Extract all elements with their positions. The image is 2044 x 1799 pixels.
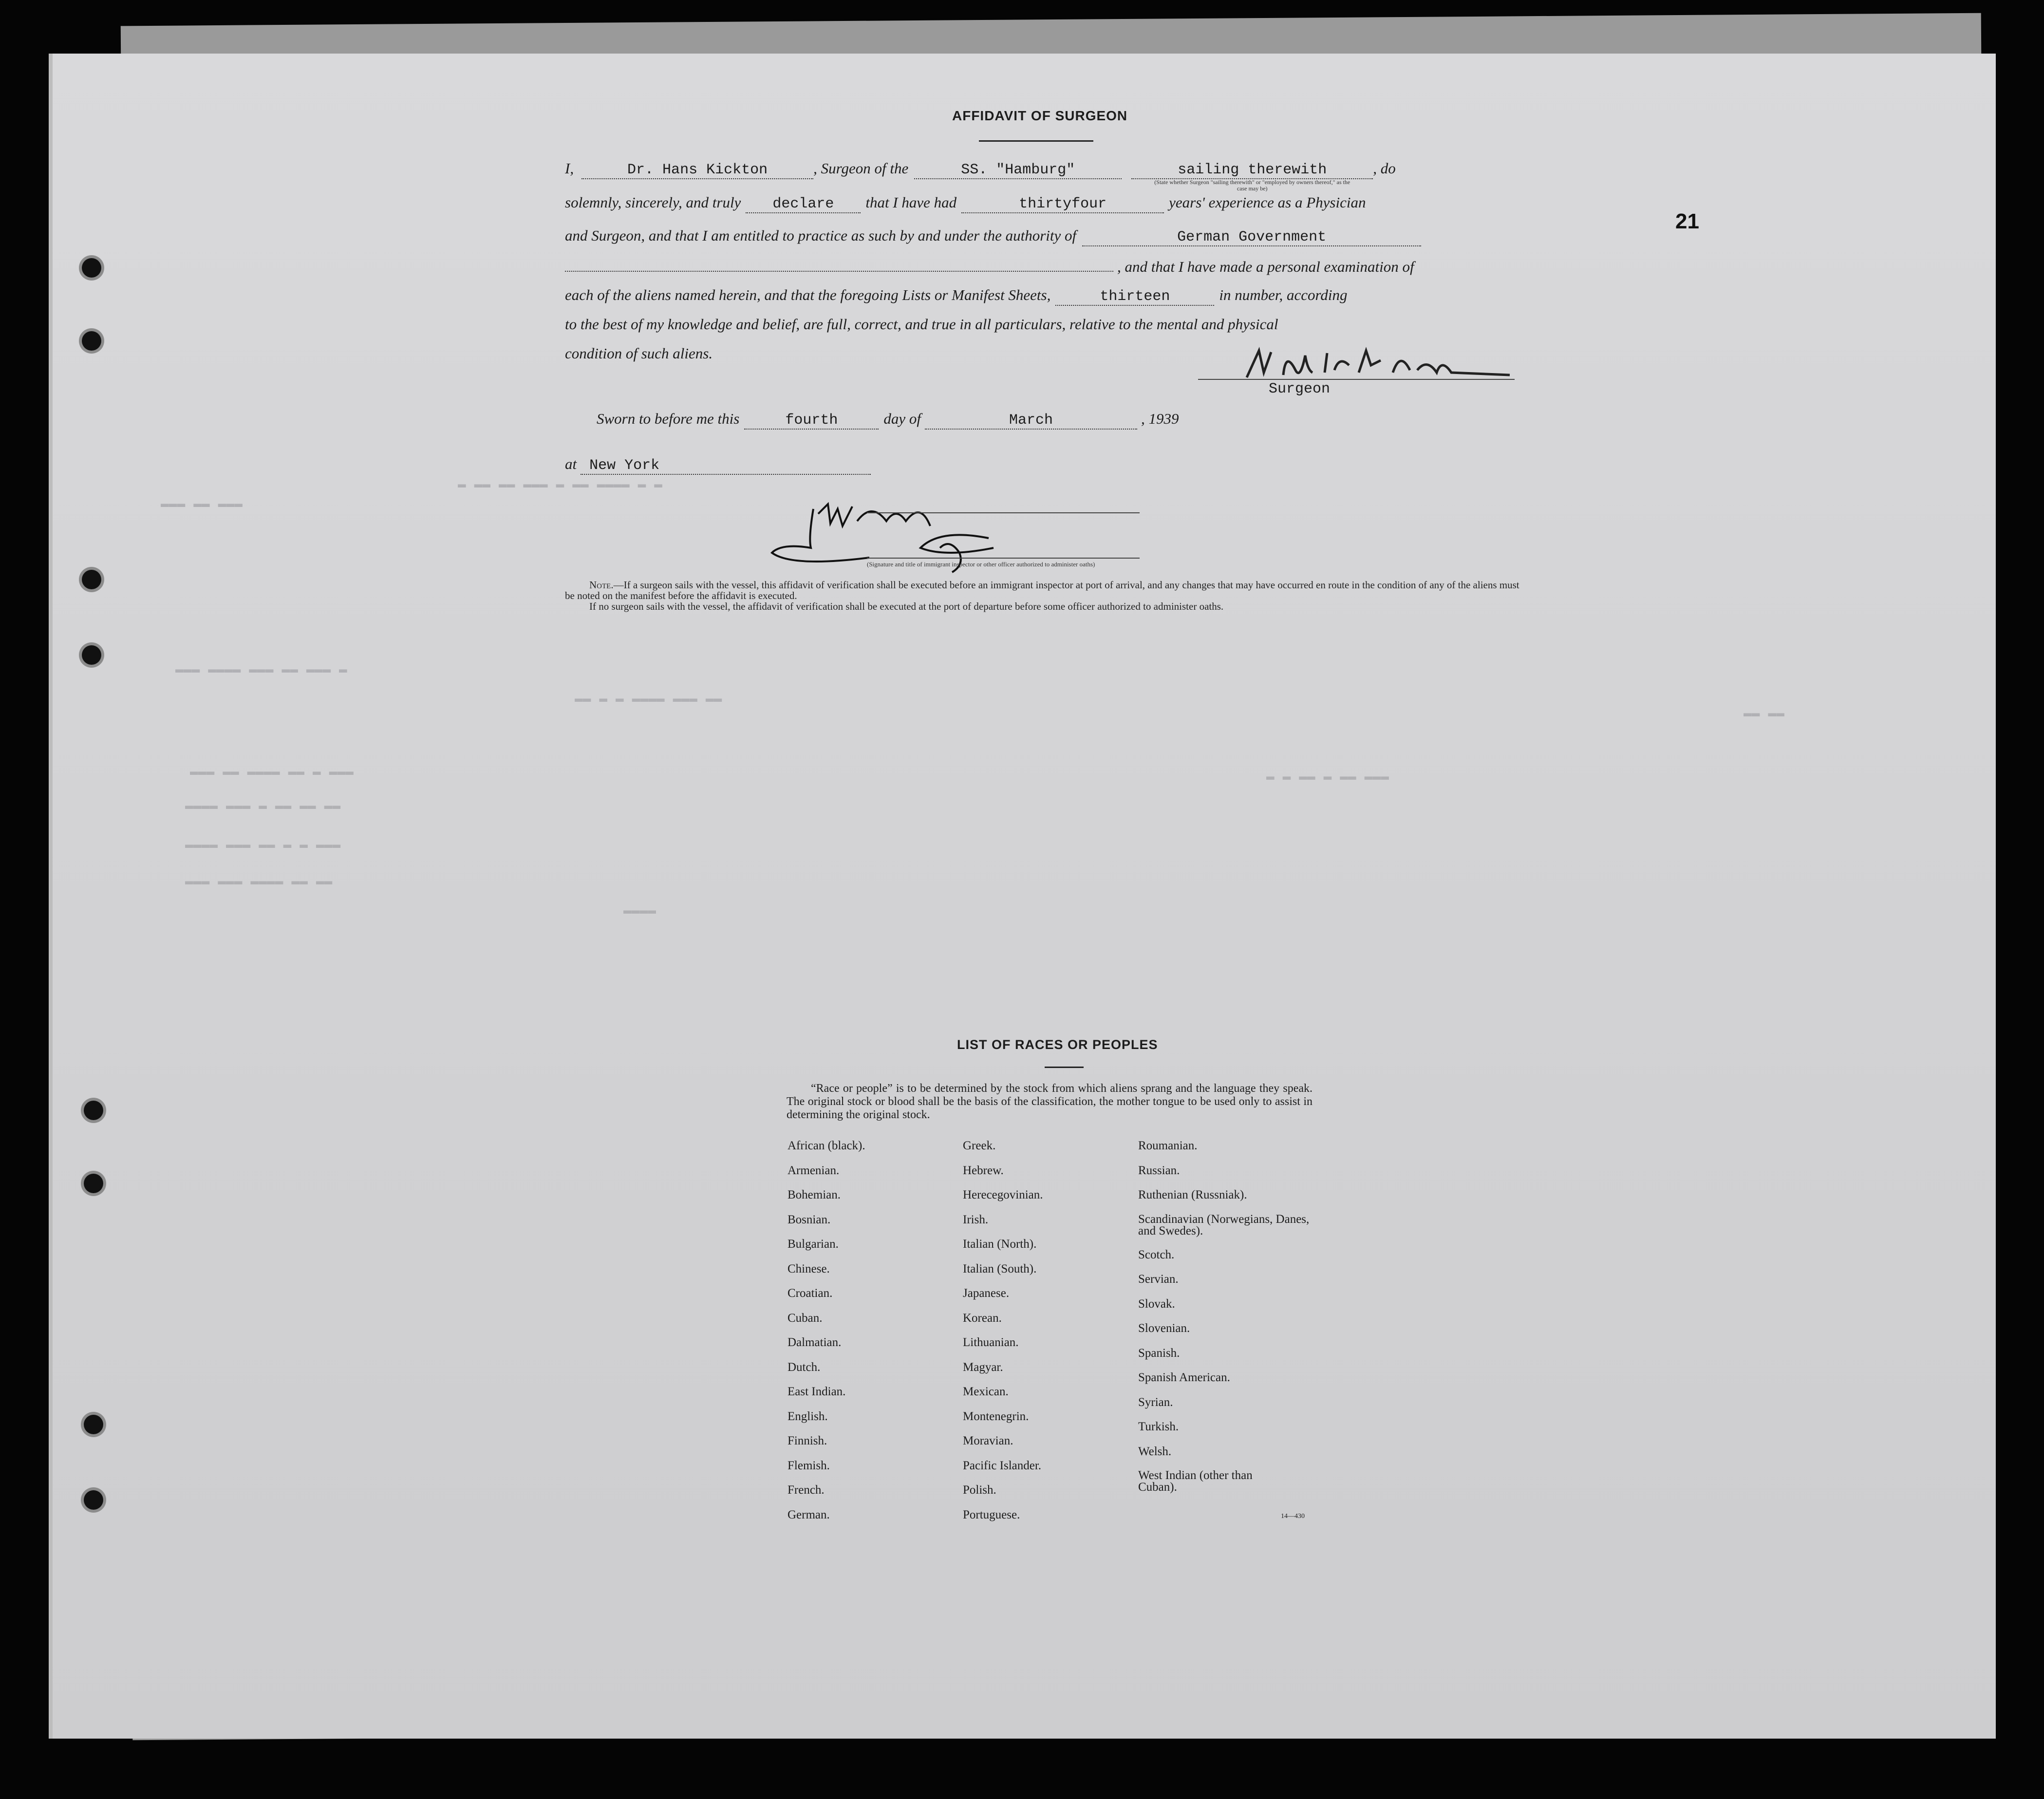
- race-item: Dalmatian.: [788, 1336, 842, 1349]
- race-item: Herecegovinian.: [963, 1188, 1043, 1201]
- officer-signature-line: [867, 512, 1140, 513]
- bleed-through-text: ▬▬▬ ▬▬ ▬▬▬: [161, 497, 243, 512]
- text-solemnly: solemnly, sincerely, and truly: [565, 194, 741, 211]
- affidavit-line-7: condition of such aliens.: [565, 345, 713, 362]
- race-item: Scotch.: [1138, 1248, 1175, 1261]
- years-field: thirtyfour: [961, 196, 1164, 213]
- race-item: Flemish.: [788, 1459, 830, 1472]
- race-item: Cuban.: [788, 1311, 823, 1325]
- page-number: 21: [1675, 209, 1699, 233]
- officer-caption: (Signature and title of immigrant inspector or other officer authorized to administer oaths): [867, 561, 1095, 568]
- race-item: Croatian.: [788, 1287, 833, 1300]
- ship-name-field: SS. "Hamburg": [914, 162, 1122, 179]
- officer-title-line: [867, 558, 1140, 559]
- authority-continuation-field: [565, 271, 1113, 272]
- race-item: Italian (North).: [963, 1237, 1037, 1251]
- bleed-through-text: ▬▬▬ ▬▬▬▬ ▬▬▬ ▬▬ ▬▬▬ ▬: [175, 662, 347, 677]
- race-item: Magyar.: [963, 1360, 1003, 1374]
- bleed-through-text: ▬▬▬ ▬▬ ▬▬▬▬ ▬▬ ▬ ▬▬▬: [190, 765, 354, 780]
- race-item: Roumanian.: [1138, 1139, 1198, 1152]
- note-text-2: If no surgeon sails with the vessel, the affidavit of verification shall be executed at the port of departure before some officer authorized to administer oaths.: [589, 600, 1224, 612]
- race-item: Finnish.: [788, 1434, 827, 1447]
- race-item: Montenegrin.: [963, 1409, 1029, 1423]
- race-item: Greek.: [963, 1139, 996, 1152]
- text-day-of: day of: [883, 410, 921, 427]
- race-item: Pacific Islander.: [963, 1459, 1042, 1472]
- text-have-had: that I have had: [865, 194, 957, 211]
- text-years-experience: years' experience as a Physician: [1169, 194, 1366, 211]
- binder-hole: [82, 331, 101, 351]
- text-in-number: in number, according: [1219, 286, 1348, 303]
- text-i: I,: [565, 160, 574, 177]
- race-item: Scandinavian (Norwegians, Danes, and Swedes).: [1138, 1212, 1310, 1237]
- bleed-through-text: ▬ ▬ ▬▬ ▬ ▬▬ ▬▬▬: [1266, 769, 1389, 785]
- race-item: East Indian.: [788, 1385, 846, 1398]
- form-number: 14—430: [1281, 1513, 1305, 1520]
- race-item: Bosnian.: [788, 1213, 831, 1226]
- race-item: Servian.: [1138, 1273, 1179, 1286]
- race-item: Turkish.: [1138, 1420, 1179, 1433]
- surgeon-name-field: Dr. Hans Kickton: [581, 162, 813, 179]
- race-item: Japanese.: [963, 1287, 1010, 1300]
- binder-hole: [84, 1490, 103, 1510]
- race-item: Armenian.: [788, 1163, 840, 1177]
- races-column-1: [788, 1140, 865, 1533]
- text-manifest-sheets: each of the aliens named herein, and that the foregoing Lists or Manifest Sheets,: [565, 286, 1051, 303]
- bleed-through-text: ▬▬ ▬▬: [1744, 706, 1785, 721]
- text-authority: and Surgeon, and that I am entitled to practice as such by and under the authority of: [565, 227, 1077, 244]
- races-column-2: [963, 1140, 1043, 1533]
- race-item: Chinese.: [788, 1262, 830, 1275]
- affidavit-line-6: to the best of my knowledge and belief, are full, correct, and true in all particulars, relative to the mental and physical: [565, 316, 1278, 333]
- race-item: Syrian.: [1138, 1395, 1173, 1409]
- race-item: Welsh.: [1138, 1444, 1172, 1458]
- sailing-field-note: (State whether Surgeon "sailing therewith" or "employed by owners thereof," as the case may be): [1154, 179, 1350, 192]
- race-item: Bohemian.: [788, 1188, 841, 1201]
- place-line: [565, 455, 871, 475]
- binder-hole: [82, 258, 101, 278]
- race-item: Slovenian.: [1138, 1322, 1190, 1335]
- bleed-through-text: ▬▬ ▬ ▬ ▬▬▬▬ ▬▬▬ ▬▬: [575, 692, 722, 707]
- text-do: , do: [1373, 160, 1396, 177]
- race-item: African (black).: [788, 1139, 865, 1152]
- bleed-through-text: ▬▬▬▬: [623, 903, 656, 918]
- race-item: Dutch.: [788, 1360, 821, 1374]
- text-sworn: Sworn to before me this: [597, 410, 740, 427]
- race-item: Spanish.: [1138, 1346, 1180, 1360]
- note-text-1: —If a surgeon sails with the vessel, this affidavit of verification shall be executed before an immigrant inspector at port of arrival, and any changes that may have occurred en route in the condition of any of the aliens must be noted on the manifest before the affidavit is executed.: [565, 579, 1519, 601]
- race-item: Portuguese.: [963, 1508, 1020, 1521]
- surgeon-signature-line: [1198, 379, 1515, 380]
- sheet-count-field: thirteen: [1055, 288, 1214, 306]
- race-item: Italian (South).: [963, 1262, 1037, 1275]
- races-intro: “Race or people” is to be determined by the stock from which aliens sprang and the language they speak. The original stock or blood shall be the basis of the classification, the mother tongue to be used only to assist in determining the original stock.: [787, 1082, 1313, 1121]
- day-field: fourth: [744, 412, 879, 430]
- title-underline: [979, 140, 1093, 142]
- binder-hole: [84, 1174, 103, 1193]
- race-item: Ruthenian (Russniak).: [1138, 1188, 1247, 1201]
- race-item: Russian.: [1138, 1163, 1180, 1177]
- text-at: at: [565, 455, 577, 472]
- bleed-through-text: ▬▬▬ ▬▬▬ ▬▬▬▬ ▬▬ ▬▬: [185, 874, 333, 889]
- race-item: French.: [788, 1483, 825, 1497]
- bleed-through-text: ▬ ▬▬ ▬▬ ▬▬▬ ▬ ▬▬ ▬▬▬▬ ▬ ▬: [458, 477, 663, 492]
- text-surgeon-of: , Surgeon of the: [813, 160, 909, 177]
- declare-field: declare: [746, 196, 861, 213]
- race-item: Hebrew.: [963, 1163, 1004, 1177]
- races-title-underline: [1045, 1067, 1084, 1068]
- race-item: Moravian.: [963, 1434, 1013, 1447]
- binder-hole: [84, 1101, 103, 1120]
- affidavit-title: AFFIDAVIT OF SURGEON: [952, 108, 1128, 123]
- race-item: Korean.: [963, 1311, 1002, 1325]
- race-item: Lithuanian.: [963, 1336, 1019, 1349]
- binder-hole: [84, 1415, 103, 1434]
- affidavit-line-4: [565, 258, 1414, 276]
- text-year: , 1939: [1141, 410, 1179, 427]
- race-item: Bulgarian.: [788, 1237, 839, 1251]
- bleed-through-text: ▬▬▬▬ ▬▬▬ ▬▬ ▬ ▬ ▬▬▬: [185, 838, 341, 853]
- binder-hole: [82, 645, 101, 665]
- races-column-3: [1138, 1140, 1323, 1499]
- affidavit-note: [565, 580, 1519, 612]
- affidavit-line-1: [565, 160, 1396, 192]
- text-examination: , and that I have made a personal examination of: [1117, 258, 1414, 275]
- race-item: Slovak.: [1138, 1297, 1175, 1311]
- sailing-field-group: [1131, 162, 1373, 192]
- bleed-through-text: ▬▬▬▬ ▬▬▬ ▬ ▬▬ ▬▬ ▬▬: [185, 799, 341, 814]
- races-title: LIST OF RACES OR PEOPLES: [957, 1037, 1158, 1052]
- note-label: Note.: [589, 579, 614, 591]
- race-item: Spanish American.: [1138, 1371, 1230, 1384]
- sworn-line: [597, 410, 1179, 430]
- authority-field: German Government: [1082, 229, 1421, 246]
- affidavit-line-3: [565, 227, 1421, 246]
- race-item: Polish.: [963, 1483, 996, 1497]
- surgeon-caption: Surgeon: [1269, 381, 1331, 397]
- affidavit-line-2: [565, 194, 1366, 213]
- race-item: West Indian (other than Cuban).: [1138, 1469, 1253, 1494]
- month-field: March: [925, 412, 1137, 430]
- race-item: German.: [788, 1508, 830, 1521]
- race-item: English.: [788, 1409, 828, 1423]
- binder-hole: [82, 570, 101, 589]
- place-field: New York: [581, 457, 871, 475]
- race-item: Mexican.: [963, 1385, 1009, 1398]
- sailing-field: sailing therewith: [1131, 162, 1373, 179]
- race-item: Irish.: [963, 1213, 989, 1226]
- affidavit-line-5: [565, 286, 1348, 306]
